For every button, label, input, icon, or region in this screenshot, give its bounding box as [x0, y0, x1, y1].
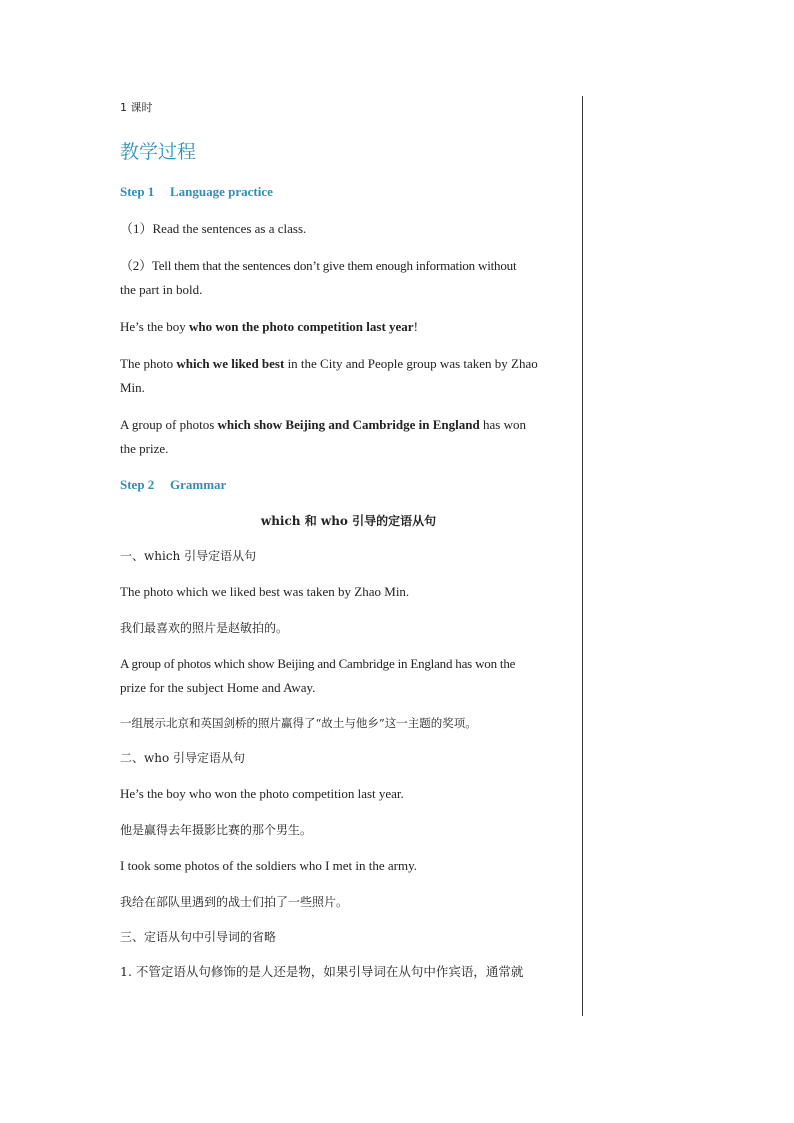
step1-sentence3 — [120, 413, 577, 437]
grammar-subtitle: which 和 who 引导的定语从句 — [260, 514, 437, 528]
section-title: 教学过程 — [120, 141, 197, 163]
margin-rule — [582, 96, 583, 1016]
sentence2-bold: which we liked best — [176, 356, 285, 371]
section-which: 一、which 引导定语从句 — [120, 549, 257, 563]
sentence1-post: ! — [413, 319, 418, 334]
sentence3-post: has won — [479, 417, 526, 432]
step1-sentence1 — [120, 315, 577, 339]
example3-en: He’s the boy who won the photo competition last year. — [120, 786, 404, 801]
example4-en: I took some photos of the soldiers who I met in the army. — [120, 858, 418, 873]
section-who: 二、who 引导定语从句 — [120, 751, 246, 765]
step1-item2-line2: the part in bold. — [120, 282, 203, 297]
example1-cn: 我们最喜欢的照片是赵敏拍的。 — [120, 621, 289, 635]
step1-item2-line1: （2）Tell them that the sentences don’t give them enough information without — [120, 258, 517, 273]
step1-heading — [120, 181, 577, 203]
section-omission: 三、定语从句中引导词的省略 — [120, 930, 277, 944]
sentence2-pre: The photo — [120, 356, 177, 371]
sentence3-bold: which show Beijing and Cambridge in England — [217, 417, 480, 432]
example2-en-line1: A group of photos which show Beijing and Cambridge in England has won the — [120, 656, 516, 671]
sentence2-post: in the City and People group was taken by Zhao — [284, 356, 538, 371]
step2-number: Step 2 — [120, 477, 155, 492]
example1-en: The photo which we liked best was taken by Zhao Min. — [120, 584, 410, 599]
sentence3-pre: A group of photos — [120, 417, 218, 432]
step1-item1: （1）Read the sentences as a class. — [120, 221, 307, 236]
example4-cn: 我给在部队里遇到的战士们拍了一些照片。 — [120, 895, 349, 909]
step1-sentence2 — [120, 352, 577, 376]
example2-en-line2: prize for the subject Home and Away. — [120, 680, 316, 695]
sentence1-pre: He’s the boy — [120, 319, 189, 334]
lesson-count: 1 课时 — [120, 101, 153, 114]
step1-sentence2-line2: Min. — [120, 380, 145, 395]
step2-heading — [120, 474, 577, 496]
step1-label: Language practice — [170, 184, 273, 199]
step1-number: Step 1 — [120, 184, 155, 199]
sentence1-bold: who won the photo competition last year — [188, 319, 414, 334]
example2-cn: 一组展示北京和英国剑桥的照片赢得了“故土与他乡”这一主题的奖项。 — [120, 716, 477, 730]
rule1: 1. 不管定语从句修饰的是人还是物，如果引导词在从句中作宾语，通常就 — [120, 964, 524, 979]
step2-label: Grammar — [170, 477, 227, 492]
document-content — [120, 98, 577, 983]
example3-cn: 他是赢得去年摄影比赛的那个男生。 — [120, 823, 313, 837]
step1-sentence3-line2: the prize. — [120, 441, 169, 456]
